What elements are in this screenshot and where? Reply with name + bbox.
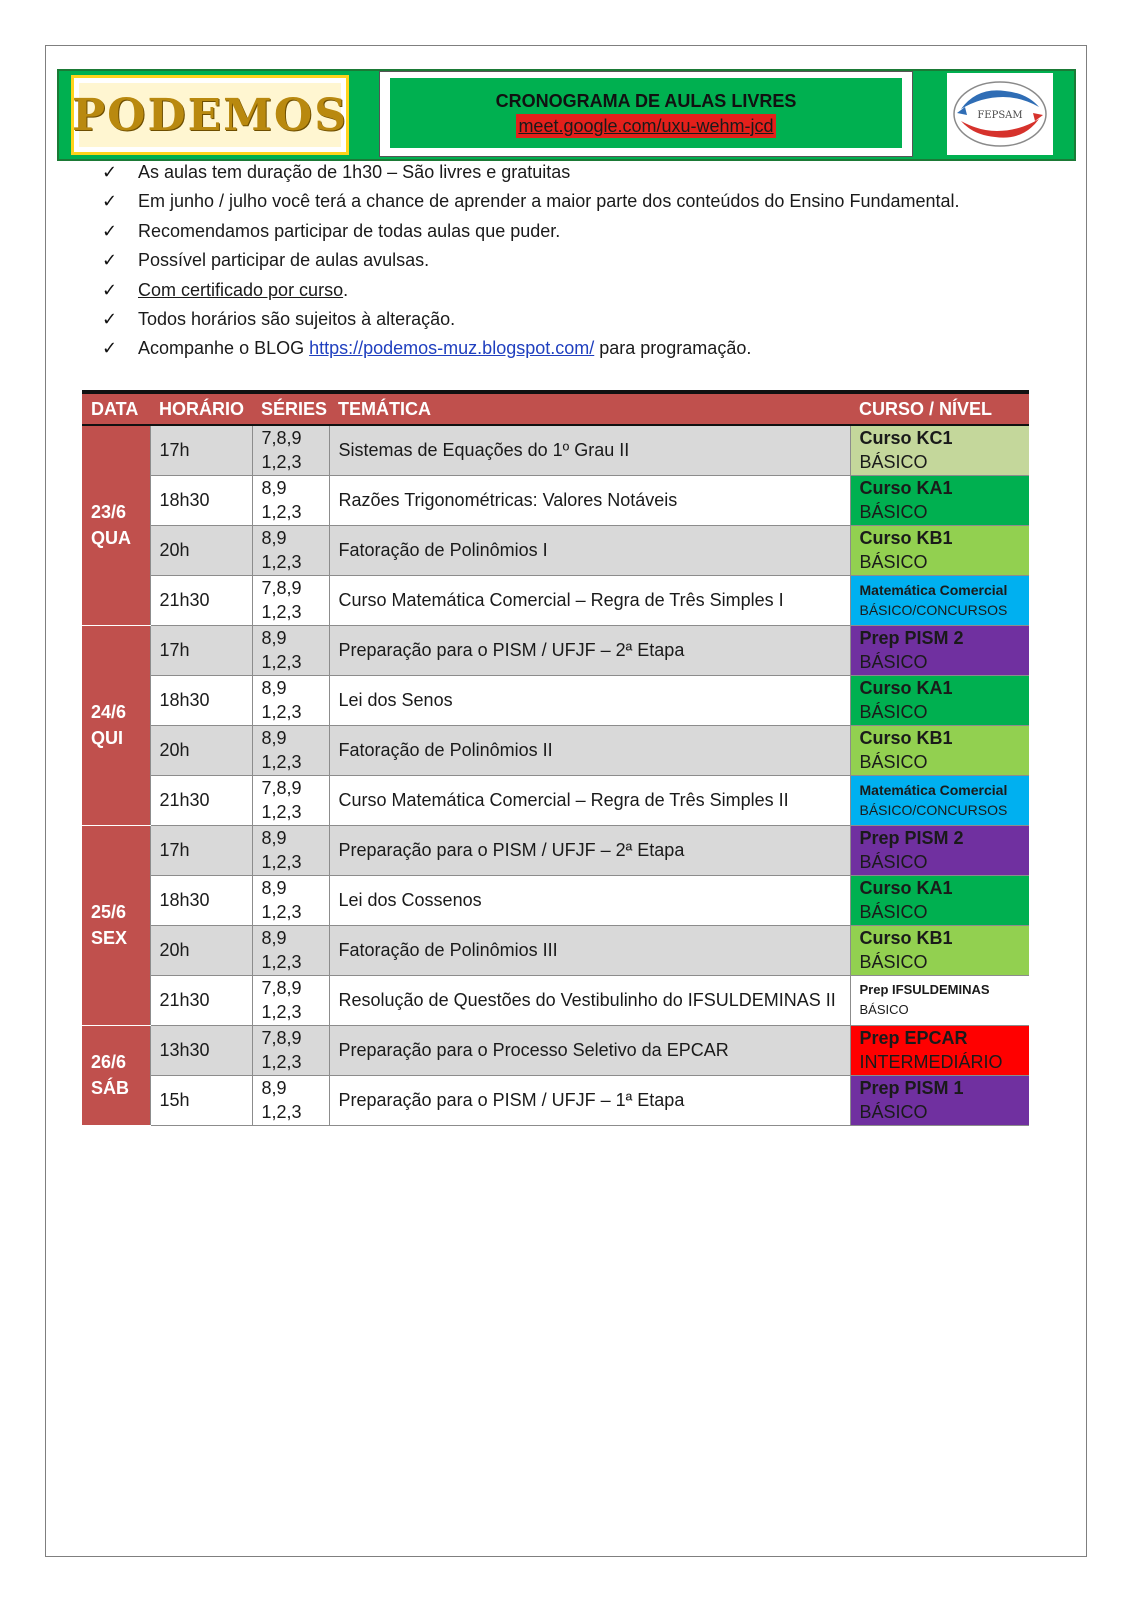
check-icon: ✓ [102, 279, 118, 301]
course-cell: Matemática Comercial BÁSICO/CONCURSOS [850, 575, 1029, 625]
check-icon: ✓ [102, 338, 118, 360]
time-cell: 17h [150, 825, 252, 875]
check-icon: ✓ [102, 162, 118, 183]
time-cell: 17h [150, 625, 252, 675]
time-cell: 20h [150, 725, 252, 775]
series-cell: 8,9 1,2,3 [252, 525, 329, 575]
table-row [82, 475, 1029, 525]
series-cell: 7,8,9 1,2,3 [252, 425, 329, 475]
svg-text:FEPSAM: FEPSAM [977, 110, 1023, 121]
course-cell: Curso KB1 BÁSICO [850, 725, 1029, 775]
time-cell: 15h [150, 1075, 252, 1125]
header-series: SÉRIES [252, 392, 329, 425]
time-cell: 20h [150, 525, 252, 575]
table-row [82, 625, 1029, 675]
time-cell: 18h30 [150, 875, 252, 925]
list-item: ✓ Com certificado por curso. [102, 276, 1062, 305]
course-cell: Prep PISM 2 BÁSICO [850, 625, 1029, 675]
theme-cell: Razões Trigonométricas: Valores Notáveis [329, 475, 850, 525]
table-row [82, 875, 1029, 925]
series-cell: 8,9 1,2,3 [252, 925, 329, 975]
series-cell: 7,8,9 1,2,3 [252, 775, 329, 825]
theme-cell: Curso Matemática Comercial – Regra de Três Simples I [329, 575, 850, 625]
list-item: ✓ Em junho / julho você terá a chance de aprender a maior parte dos conteúdos do Ensino Fundamental. [102, 187, 1062, 216]
theme-cell: Fatoração de Polinômios II [329, 725, 850, 775]
series-cell: 8,9 1,2,3 [252, 625, 329, 675]
table-row [82, 1025, 1029, 1075]
time-cell: 21h30 [150, 775, 252, 825]
list-item: ✓ Possível participar de aulas avulsas. [102, 246, 1062, 275]
theme-cell: Preparação para o PISM / UFJF – 1ª Etapa [329, 1075, 850, 1125]
page-title: CRONOGRAMA DE AULAS LIVRES [495, 91, 797, 111]
podemos-logo [71, 75, 349, 155]
check-icon: ✓ [102, 191, 118, 213]
course-cell: Curso KA1 BÁSICO [850, 475, 1029, 525]
list-item: ✓ Acompanhe o BLOG https://podemos-muz.blogspot.com/ para programação. [102, 334, 1062, 363]
table-row [82, 925, 1029, 975]
course-cell: Curso KB1 BÁSICO [850, 525, 1029, 575]
course-cell: Curso KA1 BÁSICO [850, 875, 1029, 925]
series-cell: 8,9 1,2,3 [252, 825, 329, 875]
course-cell: Matemática Comercial BÁSICO/CONCURSOS [850, 775, 1029, 825]
time-cell: 13h30 [150, 1025, 252, 1075]
schedule-table [82, 390, 1029, 1126]
header-date: DATA [82, 392, 150, 425]
course-cell: Curso KB1 BÁSICO [850, 925, 1029, 975]
date-cell: 23/6 QUA [82, 425, 150, 625]
list-item: ✓ As aulas tem duração de 1h30 – São livres e gratuitas [102, 158, 1062, 187]
table-row [82, 675, 1029, 725]
fepsam-emblem-icon [947, 73, 1053, 155]
title-box [379, 71, 913, 157]
time-cell: 17h [150, 425, 252, 475]
list-item: ✓ Recomendamos participar de todas aulas que puder. [102, 217, 1062, 246]
info-list [102, 158, 1062, 364]
time-cell: 21h30 [150, 575, 252, 625]
course-cell: Prep PISM 2 BÁSICO [850, 825, 1029, 875]
theme-cell: Lei dos Cossenos [329, 875, 850, 925]
course-cell: Prep PISM 1 BÁSICO [850, 1075, 1029, 1125]
table-row [82, 775, 1029, 825]
time-cell: 21h30 [150, 975, 252, 1025]
check-icon: ✓ [102, 250, 118, 272]
header-time: HORÁRIO [150, 392, 252, 425]
theme-cell: Fatoração de Polinômios I [329, 525, 850, 575]
table-row [82, 725, 1029, 775]
theme-cell: Preparação para o Processo Seletivo da EPCAR [329, 1025, 850, 1075]
theme-cell: Preparação para o PISM / UFJF – 2ª Etapa [329, 825, 850, 875]
theme-cell: Preparação para o PISM / UFJF – 2ª Etapa [329, 625, 850, 675]
date-cell: 25/6 SEX [82, 825, 150, 1025]
table-header-row [82, 392, 1029, 425]
date-cell: 24/6 QUI [82, 625, 150, 825]
series-cell: 8,9 1,2,3 [252, 675, 329, 725]
series-cell: 7,8,9 1,2,3 [252, 1025, 329, 1075]
table-row [82, 975, 1029, 1025]
course-cell: Prep IFSULDEMINAS BÁSICO [850, 975, 1029, 1025]
course-cell: Prep EPCAR INTERMEDIÁRIO [850, 1025, 1029, 1075]
time-cell: 18h30 [150, 475, 252, 525]
header-course: CURSO / NÍVEL [850, 392, 1029, 425]
theme-cell: Lei dos Senos [329, 675, 850, 725]
meet-link[interactable]: meet.google.com/uxu-wehm-jcd [518, 116, 774, 136]
header-theme: TEMÁTICA [329, 392, 850, 425]
logo-text: PODEMOS [72, 89, 348, 141]
table-row [82, 825, 1029, 875]
check-icon: ✓ [102, 220, 118, 242]
course-cell: Curso KA1 BÁSICO [850, 675, 1029, 725]
table-row [82, 525, 1029, 575]
series-cell: 8,9 1,2,3 [252, 875, 329, 925]
series-cell: 8,9 1,2,3 [252, 475, 329, 525]
series-cell: 7,8,9 1,2,3 [252, 575, 329, 625]
table-row [82, 1075, 1029, 1125]
fepsam-emblem [947, 73, 1053, 155]
header-banner [57, 69, 1076, 161]
theme-cell: Fatoração de Polinômios III [329, 925, 850, 975]
table-row [82, 425, 1029, 475]
theme-cell: Curso Matemática Comercial – Regra de Três Simples II [329, 775, 850, 825]
blog-link[interactable]: https://podemos-muz.blogspot.com/ [309, 338, 595, 359]
table-row [82, 575, 1029, 625]
series-cell: 7,8,9 1,2,3 [252, 975, 329, 1025]
series-cell: 8,9 1,2,3 [252, 1075, 329, 1125]
theme-cell: Resolução de Questões do Vestibulinho do IFSULDEMINAS II [329, 975, 850, 1025]
time-cell: 20h [150, 925, 252, 975]
time-cell: 18h30 [150, 675, 252, 725]
theme-cell: Sistemas de Equações do 1º Grau II [329, 425, 850, 475]
list-item: ✓ Todos horários são sujeitos à alteração. [102, 305, 1062, 334]
series-cell: 8,9 1,2,3 [252, 725, 329, 775]
check-icon: ✓ [102, 308, 118, 330]
course-cell: Curso KC1 BÁSICO [850, 425, 1029, 475]
date-cell: 26/6 SÁB [82, 1025, 150, 1125]
